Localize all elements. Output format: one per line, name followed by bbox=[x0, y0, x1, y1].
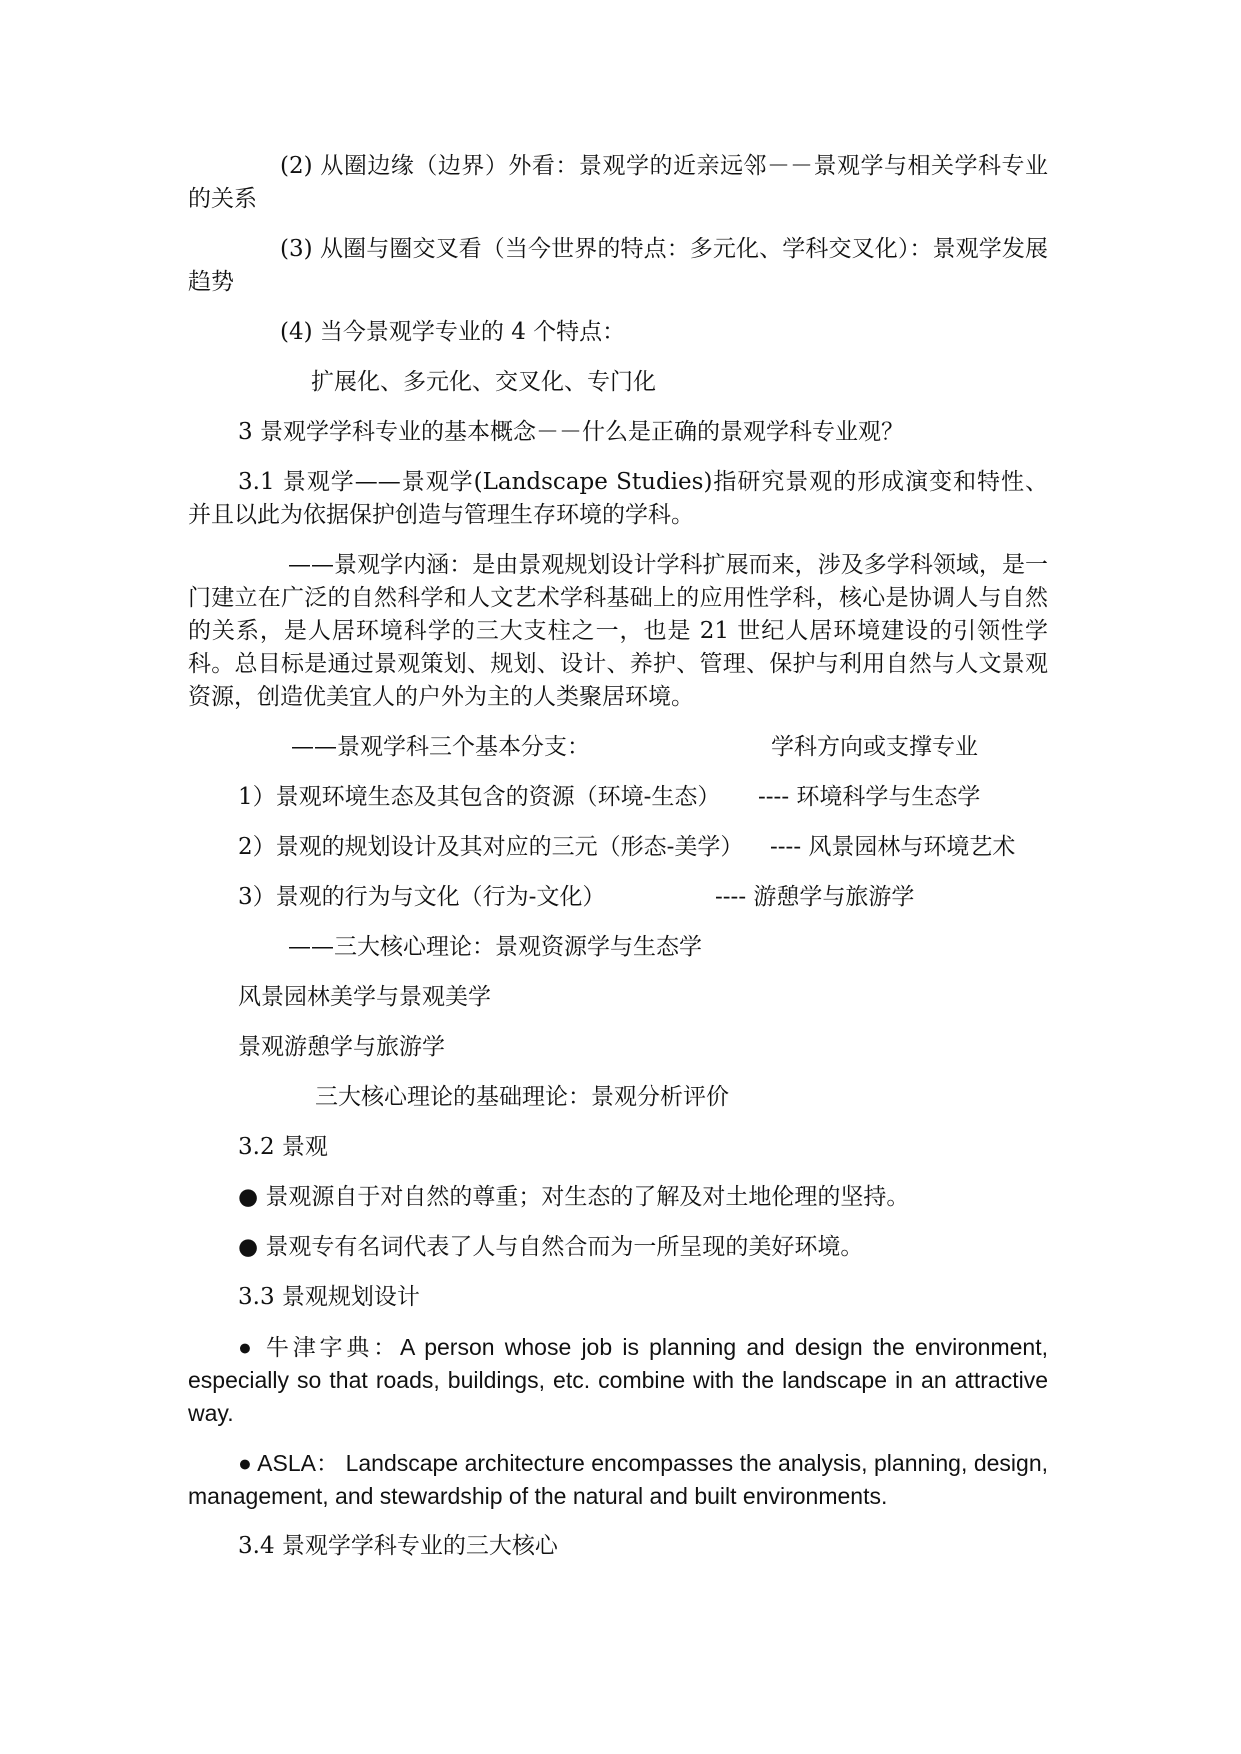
branches-header-right: 学科方向或支撑专业 bbox=[771, 734, 978, 760]
section-3-2-bullet-2: ● 景观专有名词代表了人与自然合而为一所呈现的美好环境。 bbox=[238, 1234, 864, 1260]
core-theory-line-1: ——三大核心理论：景观资源学与生态学 bbox=[288, 934, 702, 960]
paragraph-four-features: 扩展化、多元化、交叉化、专门化 bbox=[311, 369, 656, 395]
section-3-4-heading: 3.4 景观学学科专业的三大核心 bbox=[238, 1533, 558, 1559]
core-theory-basis: 三大核心理论的基础理论：景观分析评价 bbox=[315, 1084, 729, 1110]
paragraph-point-2: (2) 从圈边缘（边界）外看：景观学的近亲远邻－－景观学与相关学科专业的关系 bbox=[188, 153, 1048, 212]
section-3-1-definition: 3.1 景观学——景观学(Landscape Studies)指研究景观的形成演变和特性、并且以此为依据保护创造与管理生存环境的学科。 bbox=[188, 469, 1048, 528]
section-3-2-bullet-1: ● 景观源自于对自然的尊重；对生态的了解及对土地伦理的坚持。 bbox=[238, 1184, 910, 1210]
section-3-1-connotation: ——景观学内涵：是由景观规划设计学科扩展而来，涉及多学科领域，是一门建立在广泛的自然科学和人文艺术学科基础上的应用性学科，核心是协调人与自然的关系，是人居环境科学的三大支柱之一，也是 21 世纪人居环境建设的引领性学科。总目标是通过景观策划、规划、设计、养护、管理、保护与利用自然与人文景观资源，创造优美宜人的户外为主的人类聚居环境。 bbox=[188, 552, 1048, 710]
section-3-2-heading: 3.2 景观 bbox=[238, 1134, 328, 1160]
branch-1-discipline: ---- 环境科学与生态学 bbox=[758, 784, 981, 810]
section-3-3-heading: 3.3 景观规划设计 bbox=[238, 1284, 420, 1310]
core-theory-line-3: 景观游憩学与旅游学 bbox=[238, 1034, 445, 1060]
paragraph-point-3: (3) 从圈与圈交叉看（当今世界的特点：多元化、学科交叉化）：景观学发展趋势 bbox=[188, 236, 1048, 295]
branches-header-left: ——景观学科三个基本分支： bbox=[291, 734, 590, 760]
document-page bbox=[188, 150, 1048, 1580]
branch-2-label: 2）景观的规划设计及其对应的三元（形态-美学） bbox=[238, 834, 744, 860]
section-3-heading: 3 景观学学科专业的基本概念－－什么是正确的景观学科专业观？ bbox=[238, 419, 904, 445]
branch-row-3 bbox=[188, 881, 1048, 914]
branch-1-label: 1）景观环境生态及其包含的资源（环境-生态） bbox=[238, 784, 721, 810]
branches-header bbox=[188, 731, 1048, 764]
branch-row-2 bbox=[188, 831, 1048, 864]
branch-3-label: 3）景观的行为与文化（行为-文化） bbox=[238, 884, 606, 910]
core-theory-line-2: 风景园林美学与景观美学 bbox=[238, 984, 491, 1010]
section-3-3-oxford-definition: ● 牛津字典：A person whose job is planning and design the environment, especially so that roads, buildings, etc. combine with the landscape in an attractive way. bbox=[188, 1334, 1048, 1426]
branch-2-discipline: ---- 风景园林与环境艺术 bbox=[770, 834, 1016, 860]
paragraph-point-4: (4) 当今景观学专业的 4 个特点： bbox=[280, 319, 626, 345]
branch-row-1 bbox=[188, 781, 1048, 814]
branch-3-discipline: ---- 游憩学与旅游学 bbox=[715, 884, 915, 910]
section-3-3-asla-definition: ● ASLA： Landscape architecture encompasses the analysis, planning, design, management, and stewardship of the natural and built environments. bbox=[188, 1450, 1048, 1509]
